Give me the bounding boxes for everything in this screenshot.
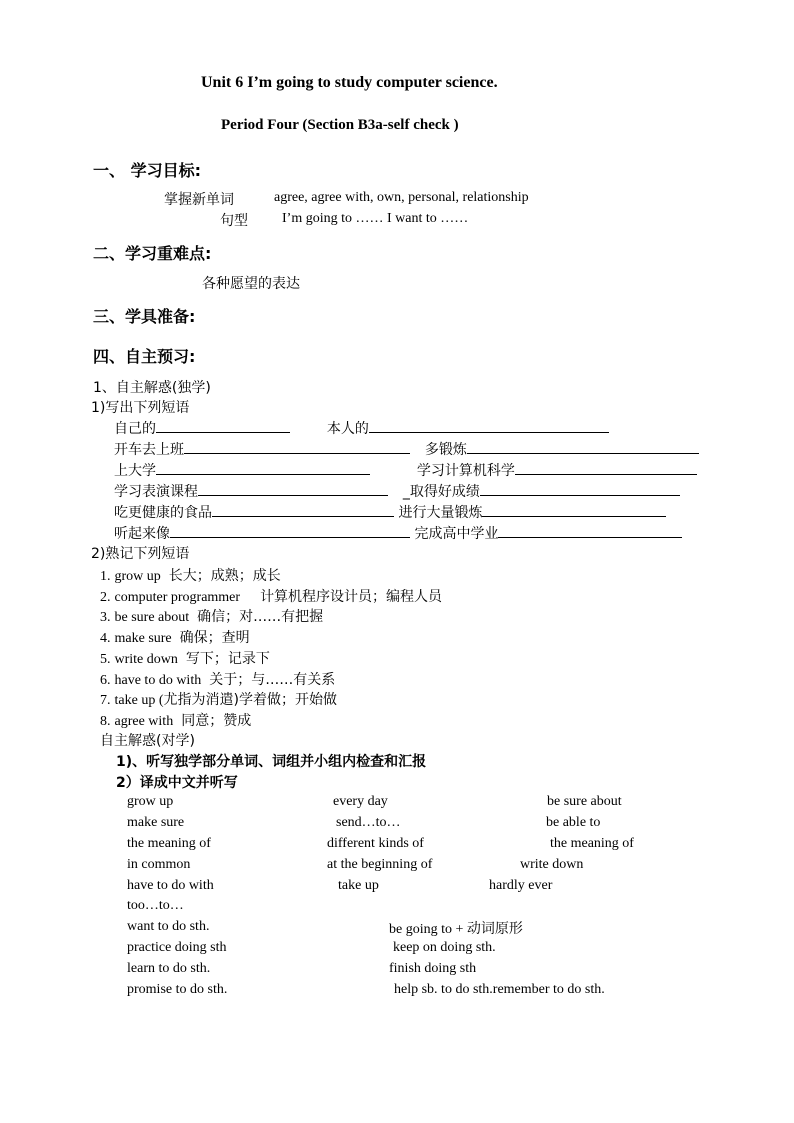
- part-2-item-1: 1)、听写独学部分单词、词组并小组内检查和汇报: [116, 754, 427, 770]
- fill-row: [114, 523, 682, 543]
- part-1-sub-1: 1)写出下列短语: [91, 400, 190, 416]
- fill-label: 吃更健康的食品: [114, 505, 212, 521]
- section-2-content: 各种愿望的表达: [202, 276, 300, 292]
- section-2-heading: 二、学习重难点:: [93, 244, 212, 263]
- fill-label: 完成高中学业: [414, 526, 499, 542]
- fill-row: [114, 502, 666, 522]
- blank-line[interactable]: [156, 418, 290, 433]
- blank-line[interactable]: [156, 460, 370, 475]
- dictation-item: different kinds of: [327, 836, 424, 851]
- phrase-item: 8. agree with 同意；赞成: [100, 713, 252, 729]
- part-1-label: 1、自主解惑(独学): [93, 380, 211, 396]
- fill-row: [114, 418, 609, 438]
- fill-label: 上大学: [114, 463, 156, 479]
- section-1-heading: 一、 学习目标:: [93, 161, 201, 180]
- part-1-sub-2: 2)熟记下列短语: [91, 546, 190, 562]
- dictation-item: finish doing sth: [389, 961, 477, 976]
- part-2-item-2: 2）译成中文并听写: [116, 775, 238, 791]
- pattern-label: 句型: [220, 213, 248, 229]
- dictation-item: the meaning of: [127, 836, 211, 851]
- dictation-item: hardly ever: [489, 878, 553, 893]
- blank-line[interactable]: [184, 439, 410, 454]
- dictation-item: make sure: [127, 815, 185, 830]
- dictation-item: in common: [127, 857, 191, 872]
- dictation-item: too…to…: [127, 898, 184, 913]
- dictation-item: send…to…: [336, 815, 401, 830]
- blank-line[interactable]: [480, 481, 680, 496]
- dictation-item: have to do with: [127, 878, 214, 893]
- phrase-item: 3. be sure about 确信；对……有把握: [100, 609, 324, 625]
- blank-line[interactable]: [515, 460, 697, 475]
- fill-row: [114, 481, 680, 501]
- dictation-item: be going to + 动词原形: [389, 922, 523, 937]
- dictation-item: promise to do sth.: [127, 982, 228, 997]
- page-subtitle: Period Four (Section B3a-self check ): [221, 117, 459, 133]
- fill-label: 本人的: [326, 421, 369, 437]
- fill-label: 进行大量锻炼: [398, 505, 483, 521]
- dictation-item: grow up: [127, 794, 174, 809]
- phrase-item: 1. grow up 长大；成熟；成长: [100, 568, 281, 584]
- blank-line[interactable]: [467, 439, 699, 454]
- fill-row: [114, 460, 697, 480]
- phrase-item: 5. write down 写下；记录下: [100, 651, 270, 667]
- blank-line[interactable]: [482, 502, 666, 517]
- blank-line[interactable]: [498, 523, 682, 538]
- phrase-item: 6. have to do with 关于；与……有关系: [100, 672, 336, 688]
- dictation-item: take up: [338, 878, 379, 893]
- dictation-item: keep on doing sth.: [393, 940, 496, 955]
- phrase-item: 4. make sure 确保；查明: [100, 630, 250, 646]
- fill-label: 学习表演课程: [114, 484, 198, 500]
- dictation-item: at the beginning of: [327, 857, 433, 872]
- blank-line[interactable]: [369, 418, 609, 433]
- fill-label: 学习计算机科学: [416, 463, 515, 479]
- dictation-item: the meaning of: [550, 836, 634, 851]
- dictation-item: write down: [520, 857, 584, 872]
- fill-label: 开车去上班: [114, 442, 184, 458]
- dictation-item: every day: [333, 794, 388, 809]
- dictation-item: want to do sth.: [127, 919, 210, 934]
- words-label: 掌握新单词: [164, 192, 234, 208]
- fill-label: _取得好成绩: [402, 484, 480, 500]
- fill-label: 多锻炼: [424, 442, 467, 458]
- section-4-heading: 四、自主预习:: [93, 347, 196, 366]
- dictation-item: be able to: [546, 815, 601, 830]
- dictation-item: learn to do sth.: [127, 961, 211, 976]
- fill-label: 听起来像: [114, 526, 170, 542]
- blank-line[interactable]: [212, 502, 394, 517]
- pattern-text: I’m going to …… I want to ……: [282, 211, 469, 226]
- dictation-item: practice doing sth: [127, 940, 227, 955]
- section-3-heading: 三、学具准备:: [93, 307, 196, 326]
- fill-label: 自己的: [114, 421, 156, 437]
- dictation-item: help sb. to do sth.remember to do sth.: [394, 982, 605, 997]
- fill-row: [114, 439, 699, 459]
- words-list: agree, agree with, own, personal, relationship: [274, 190, 529, 205]
- dictation-item: be sure about: [547, 794, 622, 809]
- phrase-item: 7. take up (尤指为消遣)学着做；开始做: [100, 692, 337, 708]
- part-2-label: 自主解惑(对学): [100, 733, 195, 749]
- page-title: Unit 6 I’m going to study computer science.: [201, 74, 498, 91]
- blank-line[interactable]: [198, 481, 388, 496]
- phrase-item: 2. computer programmer 计算机程序设计员；编程人员: [100, 589, 443, 605]
- blank-line[interactable]: [170, 523, 410, 538]
